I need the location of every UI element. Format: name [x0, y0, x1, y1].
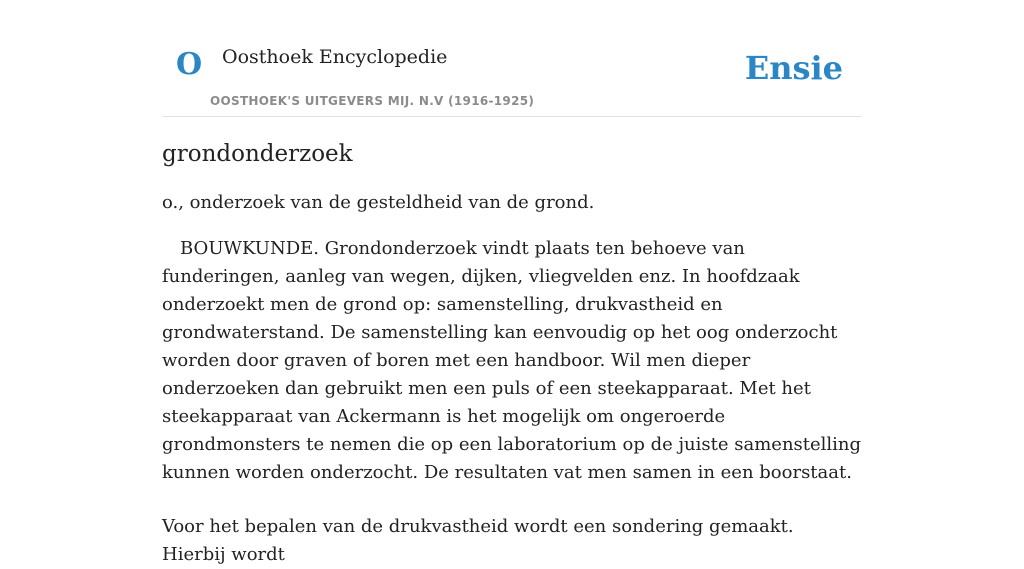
entry-content [162, 138, 862, 569]
entry-headword: grondonderzoek [162, 141, 353, 167]
source-publisher: OOSTHOEK'S UITGEVERS MIJ. N.V (1916-1925) [210, 94, 535, 108]
entry-definition: o., onderzoek van de gesteldheid van de grond. [162, 192, 595, 213]
entry-paragraph: BOUWKUNDE. Grondonderzoek vindt plaats ten behoeve van funderingen, aanleg van wegen, dijken, vliegvelden enz. In hoofdzaak onderzoekt men de grond op: samenstelling, drukvastheid en grondwaterstand. De samenstelling kan eenvoudig op het oog onderzocht worden door graven of boren met een handboor. Wil men dieper onderzoeken dan gebruikt men een puls of een steekapparaat. Met het steekapparaat van Ackermann is het mogelijk om ongeroerde grondmonsters te nemen die op een laboratorium op de juiste samenstelling kunnen worden onderzocht. De resultaten vat men samen in een boorstaat. [162, 238, 862, 483]
source-header [162, 0, 862, 117]
entry-paragraph: Voor het bepalen van de drukvastheid wordt een sondering gemaakt. Hierbij wordt [162, 516, 794, 565]
brand-logo-link[interactable]: Ensie [744, 49, 843, 87]
source-logo[interactable]: O [176, 47, 203, 82]
source-title[interactable]: Oosthoek Encyclopedie [222, 46, 448, 68]
